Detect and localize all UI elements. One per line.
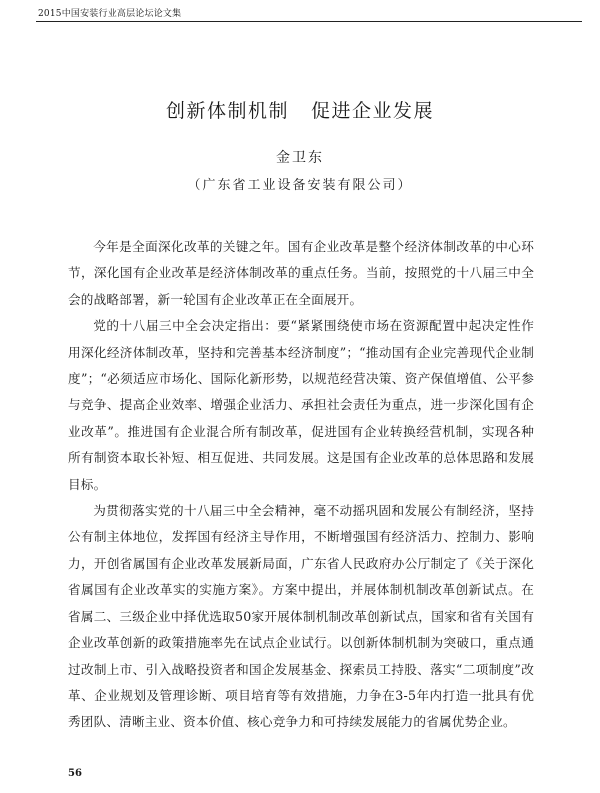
page-number: 56 [68,768,82,779]
author-affiliation: （广东省工业设备安装有限公司） [187,178,413,193]
paragraph-1: 今年是全面深化改革的关键之年。国有企业改革是整个经济体制改革的中心环节，深化国有企业改革是经济体制改革的重点任务。当前，按照党的十八届三中全会的战略部署，新一轮国有企业改革正在全面展开。 [68,239,534,307]
running-header: 2015中国安装行业高层论坛论文集 [38,9,182,19]
title-part-2: 促进企业发展 [311,100,435,122]
article-title [0,96,600,123]
title-part-1: 创新体制机制 [165,100,289,122]
author-name: 金卫东 [276,150,324,166]
header-rule [36,21,582,22]
paragraph-2: 党的十八届三中全会决定指出：要“紧紧围绕使市场在资源配置中起决定性作用深化经济体制改革，坚持和完善基本经济制度”；“推动国有企业完善现代企业制度”；“必须适应市场化、国际化新形势，以规范经营决策、资产保值增值、公平参与竞争、提高企业效率、增强企业活力、承担社会责任为重点，进一步深化国有企业改革”。推进国有企业混合所有制改革，促进国有企业转换经营机制，实现各种所有制资本取长补短、相互促进、共同发展。这是国有企业改革的总体思路和发展目标。 [68,318,534,492]
article-body [68,234,534,736]
paragraph-3: 为贯彻落实党的十八届三中全会精神，毫不动摇巩固和发展公有制经济，坚持公有制主体地位，发挥国有经济主导作用，不断增强国有经济活力、控制力、影响力，开创省属国有企业改革发展新局面，广东省人民政府办公厅制定了《关于深化省属国有企业改革实的实施方案》。方案中提出，并展体制机制改革创新试点。在省属二、三级企业中择优选取50家开展体制机制改革创新试点，国家和省有关国有企业改革创新的政策措施率先在试点企业试行。以创新体制机制为突破口，重点通过改制上市、引入战略投资者和国企发展基金、探索员工持股、落实“二项制度”改革、企业规划及管理诊断、项目培育等有效措施，力争在3-5年内打造一批具有优秀团队、清晰主业、资本价值、核心竞争力和可持续发展能力的省属优势企业。 [68,503,534,730]
